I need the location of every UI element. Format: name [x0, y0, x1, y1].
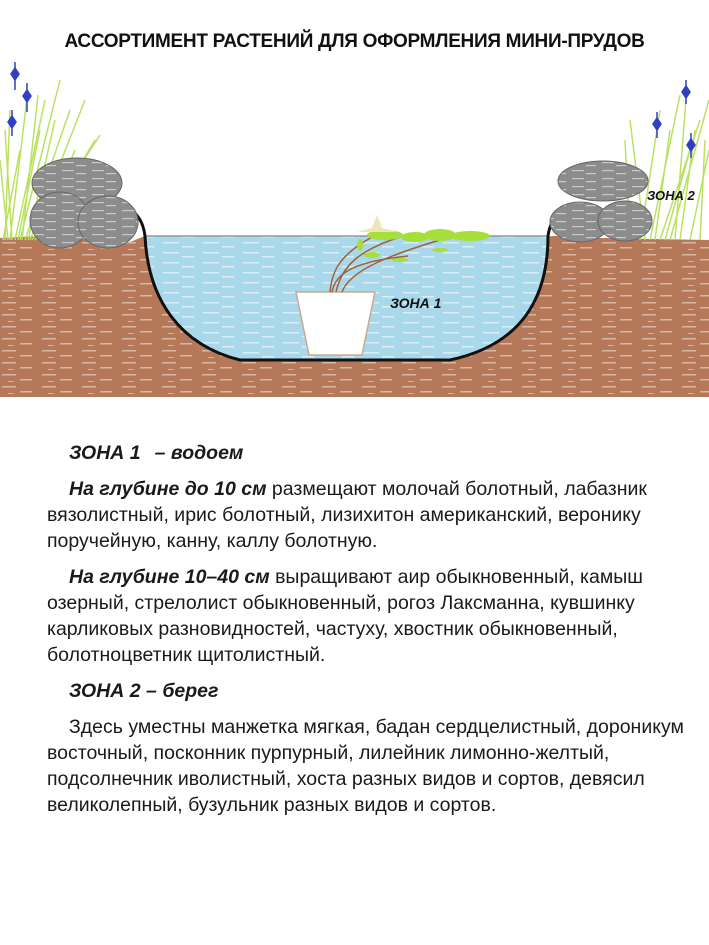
zone-1-paragraph-shallow — [47, 476, 687, 554]
pond-illustration — [0, 55, 709, 400]
plant-pot — [296, 292, 375, 355]
depth-label-deep: На глубине 10–40 см — [69, 566, 270, 588]
left-stones — [30, 158, 138, 248]
plants-deep: выращивают аир обыкновенный, камыш озерный, стрелолист обыкновенный, рогоз Лаксманна, кувшинку карликовых разновидностей, частуху, хвостник обыкновенный, болотноцветник щитолистный. — [47, 566, 643, 666]
zone-2-label: ЗОНА 2 — [647, 188, 695, 203]
zone-1-heading-desc: – водоем — [154, 442, 244, 464]
zone-2-heading: ЗОНА 2 – берег — [69, 680, 219, 702]
zone-1-heading-zone: ЗОНА 1 — [69, 442, 141, 464]
page-title: АССОРТИМЕНТ РАСТЕНИЙ ДЛЯ ОФОРМЛЕНИЯ МИНИ-ПРУДОВ — [64, 31, 645, 52]
zone-1-paragraph-deep — [47, 564, 687, 668]
zone-1-label: ЗОНА 1 — [390, 295, 442, 311]
left-flowers — [8, 62, 31, 136]
content-text — [47, 440, 687, 828]
depth-label-shallow: На глубине до 10 см — [69, 478, 267, 500]
zone-1-heading — [47, 440, 687, 466]
right-stones — [550, 161, 652, 242]
plants-shallow: размещают молочай болотный, лабазник вязолистный, ирис болотный, лизихитон американский, веронику поручейную, канну, каллу болотную. — [47, 478, 647, 552]
zone-2-paragraph: Здесь уместны манжетка мягкая, бадан сердцелистный, дороникум восточный, посконник пурпурный, лилейник лимонно-желтый, подсолнечник иволистный, хоста разных видов и сортов, девясил великолепный, бузульник разных видов и сортов. — [47, 716, 684, 816]
lily-flower — [357, 215, 398, 232]
